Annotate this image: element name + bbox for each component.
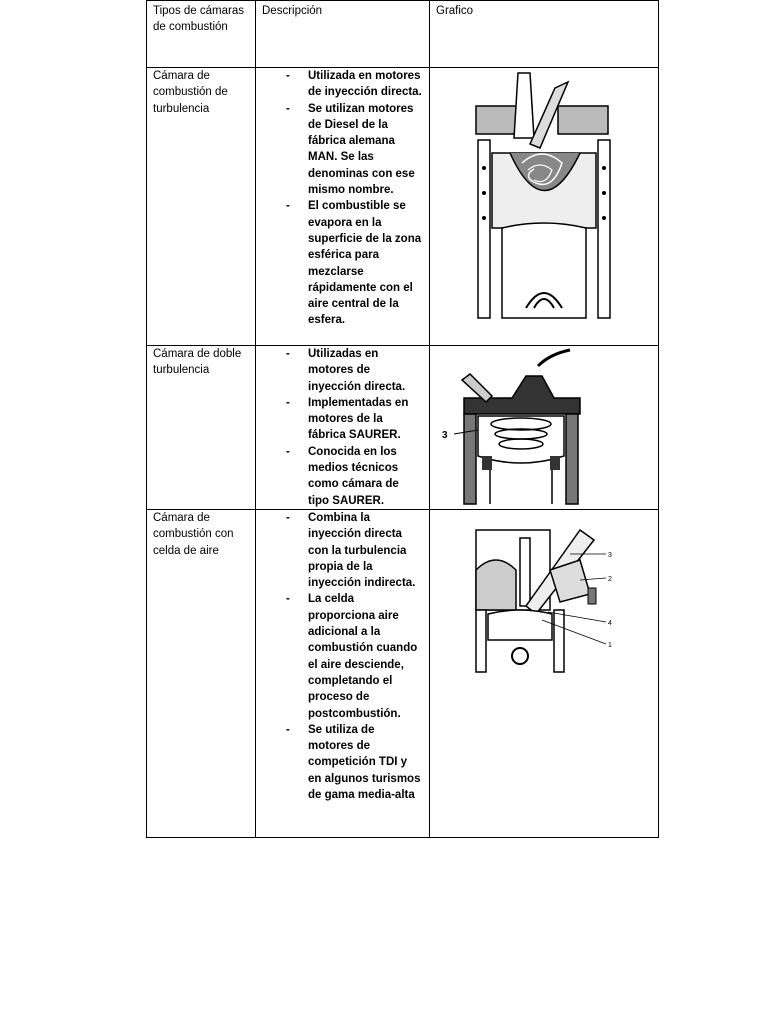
description-cell xyxy=(256,68,430,346)
chamber-type: Cámara de doble turbulencia xyxy=(153,348,242,377)
figure-label: 4 xyxy=(608,619,612,627)
chamber-type: Cámara de combustión de turbulencia xyxy=(153,70,228,115)
header-description: Descripción xyxy=(262,5,323,17)
list-item: - El combustible se evapora en la superficie de la zona esférica para mezclarse rápidamente con el aire central de la esfera. xyxy=(286,200,422,327)
table-row xyxy=(147,346,659,510)
list-item-text: Se utilizan motores de Diesel de la fábrica alemana MAN. Se las denominas con ese mismo nombre. xyxy=(308,102,415,197)
air-cell-chamber-diagram-icon xyxy=(430,510,659,710)
header-graphic-cell xyxy=(430,1,659,68)
combustion-chambers-table xyxy=(146,0,659,838)
list-item: - Utilizada en motores de inyección directa. xyxy=(286,70,422,99)
table-row xyxy=(147,68,659,346)
description-list xyxy=(256,346,429,509)
graphic-cell xyxy=(430,346,659,510)
description-cell xyxy=(256,509,430,837)
list-item: - Se utilizan motores de Diesel de la fábrica alemana MAN. Se las denominas con ese mismo nombre. xyxy=(286,102,415,197)
chamber-type: Cámara de combustión con celda de aire xyxy=(153,511,234,557)
list-item: - Conocida en los medios técnicos como cámara de tipo SAURER. xyxy=(286,445,399,507)
type-cell xyxy=(147,68,256,346)
table-row xyxy=(147,509,659,837)
description-cell xyxy=(256,346,430,510)
turbulence-chamber-diagram-icon xyxy=(430,68,659,345)
figure-label: 2 xyxy=(608,575,612,583)
figure-label: 3 xyxy=(608,551,612,559)
figure-label: 3 xyxy=(442,430,448,441)
header-description-cell xyxy=(256,1,430,68)
type-cell xyxy=(147,346,256,510)
list-item: - Combina la inyección directa con la turbulencia propia de la inyección indirecta. xyxy=(286,511,416,590)
description-list xyxy=(256,68,429,329)
graphic-cell xyxy=(430,509,659,837)
list-item: - Se utiliza de motores de competición TDI y en algunos turismos de gama media-alta xyxy=(286,723,421,802)
double-turbulence-chamber-diagram-icon xyxy=(430,346,659,507)
header-type: Tipos de cámaras de combustión xyxy=(153,5,244,34)
list-item-text: El combustible se evapora en la superficie de la zona esférica para mezclarse rápidamente con el aire central de la esfera. xyxy=(308,200,422,327)
figure-label: 1 xyxy=(608,641,612,649)
table-header-row xyxy=(147,1,659,68)
header-type-cell xyxy=(147,1,256,68)
list-item: - Implementadas en motores de la fábrica SAURER. xyxy=(286,396,409,442)
list-item-text: Conocida en los medios técnicos como cámara de tipo SAURER. xyxy=(308,445,399,507)
list-item-text: Utilizada en motores de inyección directa. xyxy=(308,70,422,99)
list-item-text: Utilizadas en motores de inyección directa. xyxy=(308,348,406,393)
list-item: - Utilizadas en motores de inyección directa. xyxy=(286,348,406,393)
list-item-text: La celda proporciona aire adicional a la combustión cuando el aire desciende, completando el proceso de postcombustión. xyxy=(308,593,418,720)
type-cell xyxy=(147,509,256,837)
graphic-cell xyxy=(430,68,659,346)
header-graphic: Grafico xyxy=(436,5,474,17)
list-item: - La celda proporciona aire adicional a la combustión cuando el aire desciende, completando el proceso de postcombustión. xyxy=(286,593,418,720)
list-item-text: Combina la inyección directa con la turbulencia propia de la inyección indirecta. xyxy=(308,511,416,590)
list-item-text: Implementadas en motores de la fábrica SAURER. xyxy=(308,396,409,442)
list-item-text: Se utiliza de motores de competición TDI y en algunos turismos de gama media-alta xyxy=(308,723,421,802)
description-list xyxy=(256,510,429,803)
